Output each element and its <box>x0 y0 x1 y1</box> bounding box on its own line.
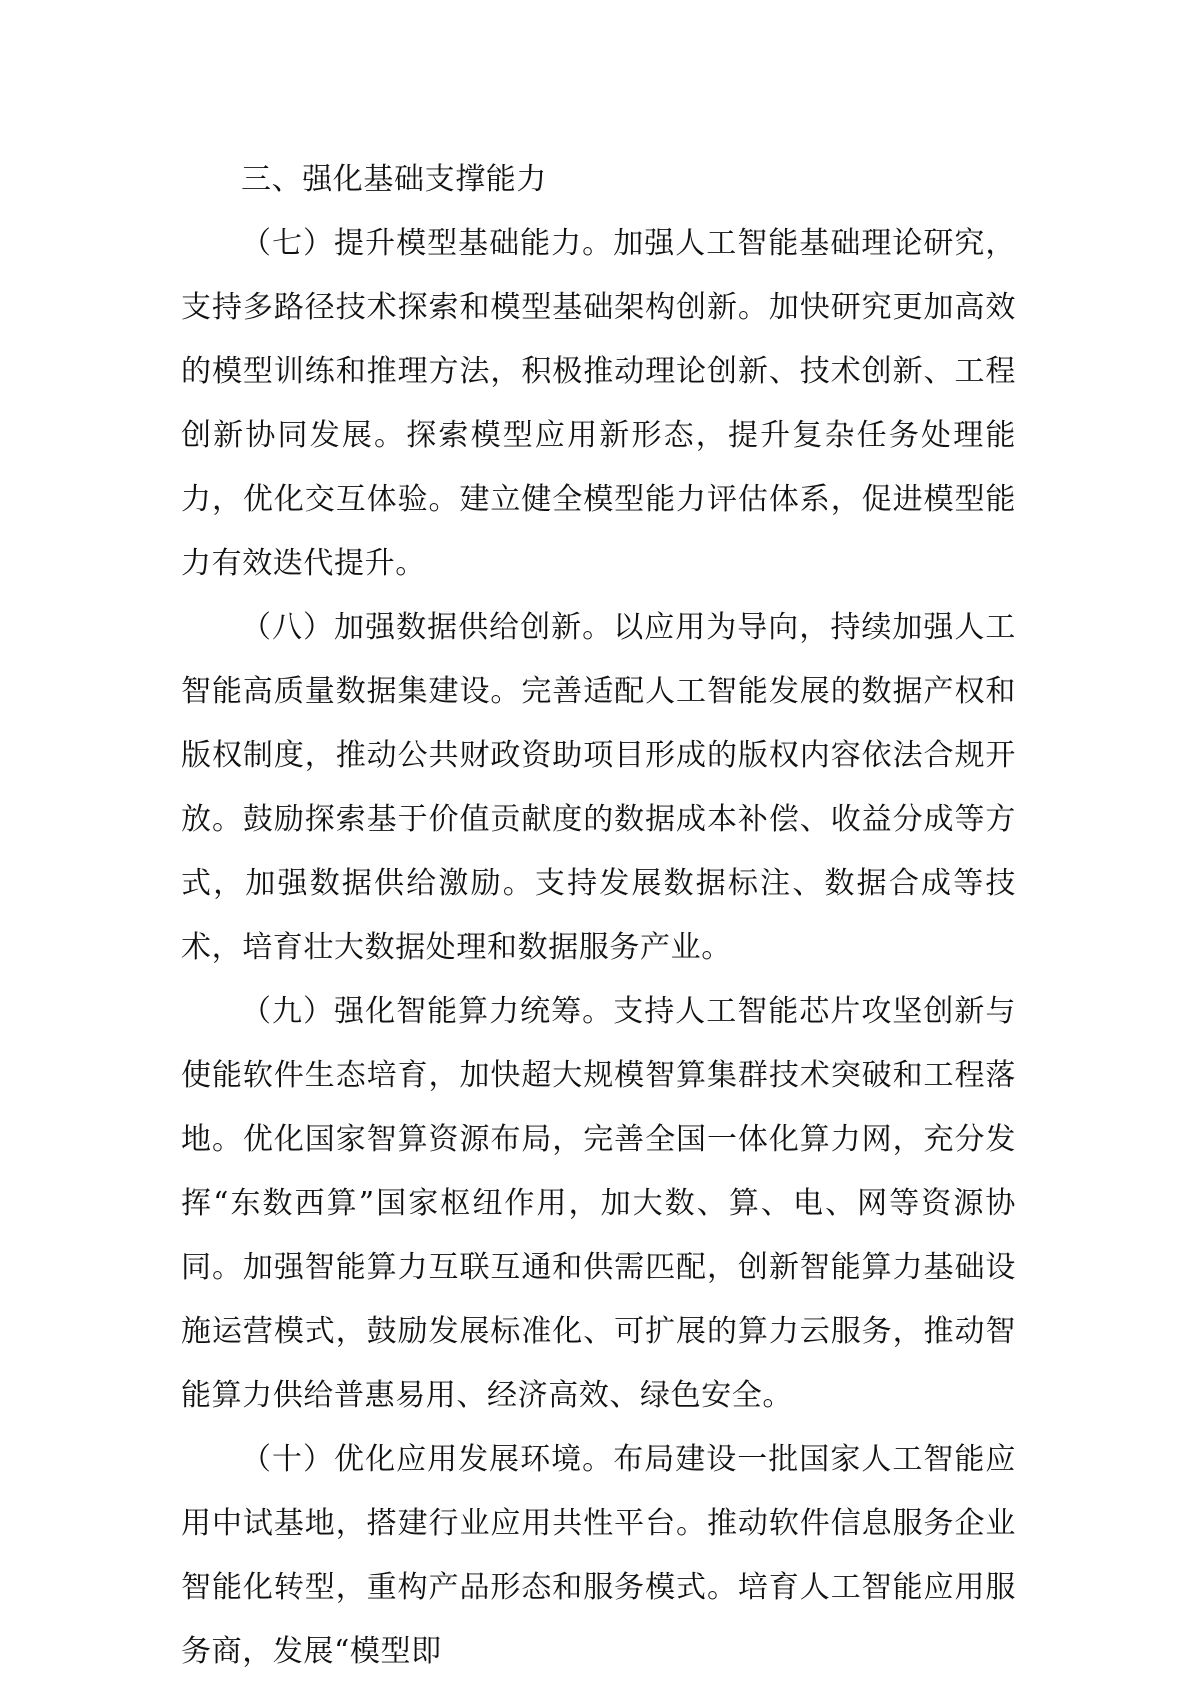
paragraph-8 <box>181 596 1016 980</box>
paragraph-10 <box>181 1428 1016 1684</box>
paragraph-9 <box>181 980 1016 1428</box>
paragraph-text: 加强人工智能基础理论研究，支持多路径技术探索和模型基础架构创新。加快研究更加高效的模型训练和推理方法，积极推动理论创新、技术创新、工程创新协同发展。探索模型应用新形态，提升复杂任务处理能力，优化交互体验。建立健全模型能力评估体系，促进模型能力有效迭代提升。 <box>181 226 1016 581</box>
paragraph-lead: （十）优化应用发展环境。 <box>241 1442 614 1477</box>
paragraph-lead: （九）强化智能算力统筹。 <box>241 994 614 1029</box>
paragraph-lead: （七）提升模型基础能力。 <box>241 226 614 261</box>
section-heading: 三、强化基础支撑能力 <box>241 162 547 197</box>
paragraph-text: 支持人工智能芯片攻坚创新与使能软件生态培育，加快超大规模智算集群技术突破和工程落地。优化国家智算资源布局，完善全国一体化算力网，充分发挥“东数西算”国家枢纽作用，加大数、算、电、网等资源协同。加强智能算力互联互通和供需匹配，创新智能算力基础设施运营模式，鼓励发展标准化、可扩展的算力云服务，推动智能算力供给普惠易用、经济高效、绿色安全。 <box>181 994 1016 1413</box>
paragraph-text: 以应用为导向，持续加强人工智能高质量数据集建设。完善适配人工智能发展的数据产权和版权制度，推动公共财政资助项目形成的版权内容依法合规开放。鼓励探索基于价值贡献度的数据成本补偿、收益分成等方式，加强数据供给激励。支持发展数据标注、数据合成等技术，培育壮大数据处理和数据服务产业。 <box>181 610 1016 965</box>
document-body <box>181 148 1016 1684</box>
paragraph-7 <box>181 212 1016 596</box>
paragraph-text: 布局建设一批国家人工智能应用中试基地，搭建行业应用共性平台。推动软件信息服务企业智能化转型，重构产品形态和服务模式。培育人工智能应用服务商，发展“模型即 <box>181 1442 1016 1669</box>
paragraph-lead: （八）加强数据供给创新。 <box>241 610 614 645</box>
